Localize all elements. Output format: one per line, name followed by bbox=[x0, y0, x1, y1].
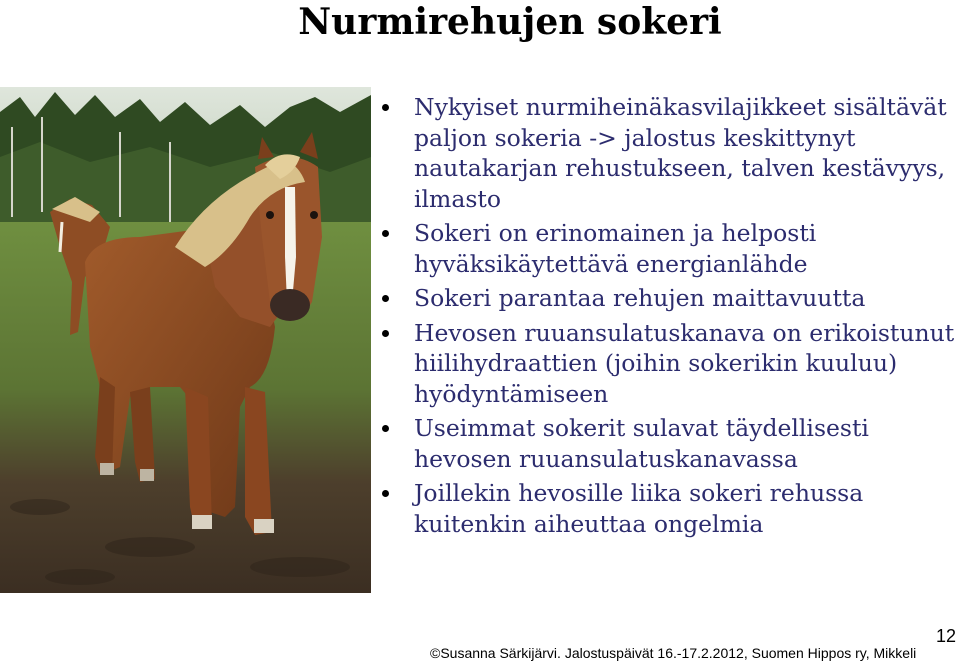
bullet-text: Hevosen ruuansulatuskanava on erikoistunut hiilihydraattien (joihin sokerikin kuuluu) hyödyntämiseen bbox=[414, 318, 955, 408]
bullet-text: Nykyiset nurmiheinäkasvilajikkeet sisältävät paljon sokeria -> jalostus keskittynyt nautakarjan rehustukseen, talven kestävyys, ilmasto bbox=[414, 93, 947, 213]
bullet-icon bbox=[382, 295, 389, 302]
bullet-item bbox=[380, 92, 955, 214]
bullet-icon bbox=[382, 490, 389, 497]
bullet-text: Joillekin hevosille liika sokeri rehussa kuitenkin aiheuttaa ongelmia bbox=[414, 479, 864, 538]
bullet-item bbox=[380, 318, 955, 410]
bullet-item bbox=[380, 413, 955, 474]
bullet-icon bbox=[382, 230, 389, 237]
bullet-icon bbox=[382, 104, 389, 111]
horse-photo bbox=[0, 87, 371, 593]
footer-credit: ©Susanna Särkijärvi. Jalostuspäivät 16.-17.2.2012, Suomen Hippos ry, Mikkeli bbox=[430, 645, 917, 661]
bullet-icon bbox=[382, 425, 389, 432]
bullet-item bbox=[380, 283, 955, 314]
bullet-text: Useimmat sokerit sulavat täydellisesti hevosen ruuansulatuskanavassa bbox=[414, 414, 869, 473]
bullet-list bbox=[380, 92, 955, 543]
bullet-item bbox=[380, 478, 955, 539]
horse-illustration bbox=[0, 87, 371, 593]
page-number: 12 bbox=[935, 626, 956, 646]
bullet-icon bbox=[382, 330, 389, 337]
bullet-item bbox=[380, 218, 955, 279]
bullet-text: Sokeri parantaa rehujen maittavuutta bbox=[414, 284, 866, 312]
slide-title: Nurmirehujen sokeri bbox=[298, 1, 722, 43]
bullet-text: Sokeri on erinomainen ja helposti hyväksikäytettävä energianlähde bbox=[414, 219, 817, 278]
